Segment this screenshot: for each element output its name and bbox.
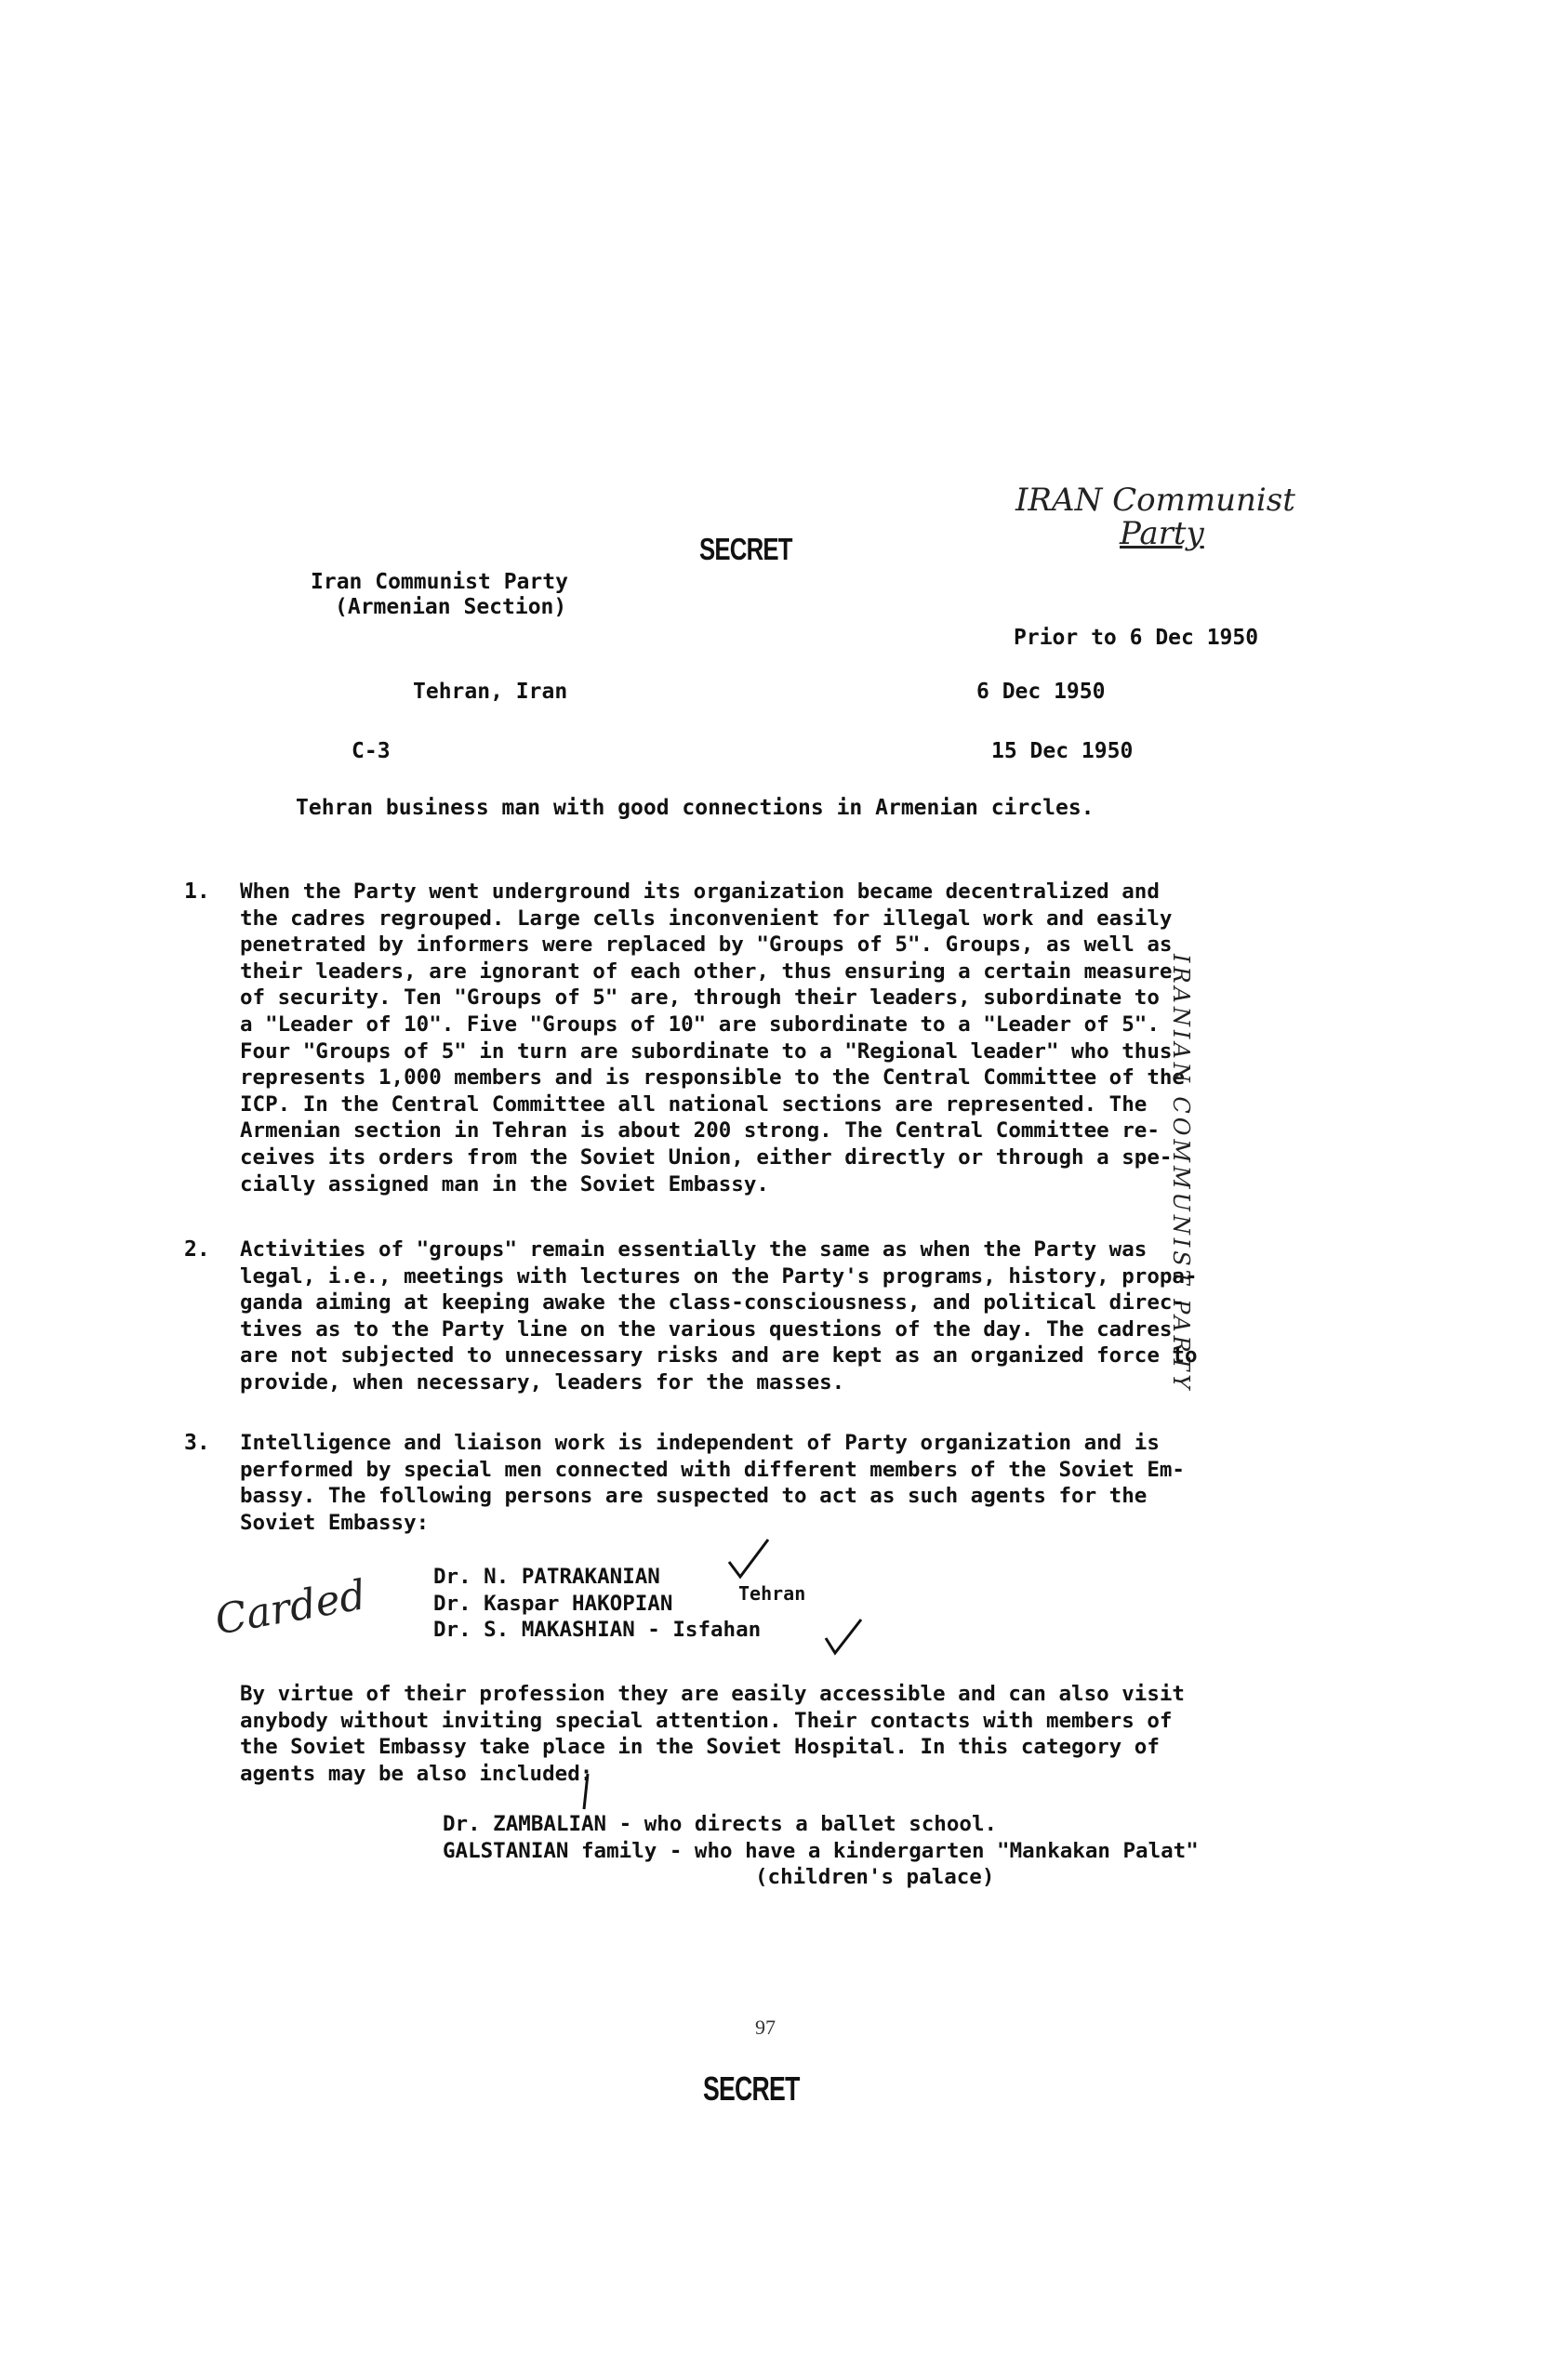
p1-line: ICP. In the Central Committee all national sections are represented. The [240,1091,1148,1117]
paragraph-2 [240,1236,1198,1396]
paragraph-4 [240,1681,1185,1787]
p1-line: Armenian section in Tehran is about 200 strong. The Central Committee re- [240,1118,1160,1144]
source-line: Tehran business man with good connections in Armenian circles. [296,796,1095,820]
agent-item: Dr. Kaspar HAKOPIAN [433,1591,673,1616]
p2-line: provide, when necessary, leaders for the masses. [240,1369,845,1395]
p1-line: When the Party went underground its organization became decentralized and [240,879,1160,904]
p1-line: represents 1,000 members and is responsible to the Central Committee of the [240,1065,1185,1091]
p4-line: agents may be also included: [240,1761,593,1786]
p3-line: performed by special men connected with different members of the Soviet Em- [240,1457,1185,1482]
p1-line: cially assigned man in the Soviet Embassy. [240,1171,769,1197]
handwritten-line-1: IRAN Communist [1015,482,1295,519]
extra-agents [443,1811,1199,1891]
classification-bottom: SECRET [703,2069,800,2108]
p3-line: Intelligence and liaison work is independent of Party organization and is [240,1431,1160,1455]
p1-line: Four "Groups of 5" in turn are subordinate to a "Regional leader" who thus [240,1038,1173,1064]
subject-line-2: (Armenian Section) [335,595,567,619]
para-3-number: 3. [184,1431,210,1455]
extra-agent-item: (children's palace) [755,1865,995,1890]
handwritten-carded: Carded [211,1571,370,1645]
checkmark-icon [725,1536,772,1582]
checkmark-icon [822,1616,865,1657]
agent-list [433,1564,761,1644]
p2-line: are not subjected to unnecessary risks and are kept as an organized force to [240,1343,1198,1368]
agent-item: Dr. N. PATRAKANIAN [433,1565,660,1589]
p3-line: bassy. The following persons are suspected to act as such agents for the [240,1484,1148,1509]
p1-line: the cadres regrouped. Large cells inconvenient for illegal work and easily [240,906,1173,931]
p4-line: anybody without inviting special attention. Their contacts with members of [240,1708,1173,1733]
p4-line: the Soviet Embassy take place in the Soviet Hospital. In this category of [240,1735,1160,1760]
paragraph-3 [240,1430,1185,1536]
p1-line: ceives its orders from the Soviet Union, either directly or through a spe- [240,1144,1173,1170]
p2-line: Activities of "groups" remain essentially the same as when the Party was [240,1237,1148,1262]
date-1: 6 Dec 1950 [976,680,1106,704]
p2-line: legal, i.e., meetings with lectures on the Party's programs, history, propa- [240,1263,1198,1289]
extra-agent-item: GALSTANIAN family - who have a kindergarten "Mankakan Palat" [443,1838,1199,1863]
page-number: 97 [755,2016,776,2039]
place: Tehran, Iran [413,680,568,704]
p1-line: a "Leader of 10". Five "Groups of 10" are subordinate to a "Leader of 5". [240,1012,1160,1037]
handwritten-line-2: Party [1120,515,1204,552]
date-prior: Prior to 6 Dec 1950 [1014,626,1259,650]
para-1-number: 1. [184,879,210,904]
agents-city: Tehran [738,1582,806,1605]
para-2-number: 2. [184,1237,210,1262]
subject-line-1: Iran Communist Party [311,570,568,594]
classification-top: SECRET [699,532,792,566]
date-2: 15 Dec 1950 [991,739,1134,763]
checkmark-icon [575,1772,597,1813]
p2-line: ganda aiming at keeping awake the class-consciousness, and political direc- [240,1290,1185,1316]
p1-line: their leaders, are ignorant of each other, thus ensuring a certain measure [240,959,1173,984]
p3-line: Soviet Embassy: [240,1510,430,1535]
p1-line: penetrated by informers were replaced by "Groups of 5". Groups, as well as [240,932,1173,958]
p4-line: By virtue of their profession they are easily accessible and can also visit [240,1682,1185,1706]
handwritten-annotation-top [1015,483,1295,550]
handwritten-margin-note: IRANIAN COMMUNIST PARTY [1168,954,1194,1394]
agent-item: Dr. S. MAKASHIAN - Isfahan [433,1618,762,1643]
paragraph-1 [240,879,1185,1197]
evaluation: C-3 [352,739,391,763]
p1-line: of security. Ten "Groups of 5" are, through their leaders, subordinate to [240,985,1160,1011]
p2-line: tives as to the Party line on the various questions of the day. The cadres [240,1316,1173,1342]
extra-agent-item: Dr. ZAMBALIAN - who directs a ballet school. [443,1812,998,1836]
